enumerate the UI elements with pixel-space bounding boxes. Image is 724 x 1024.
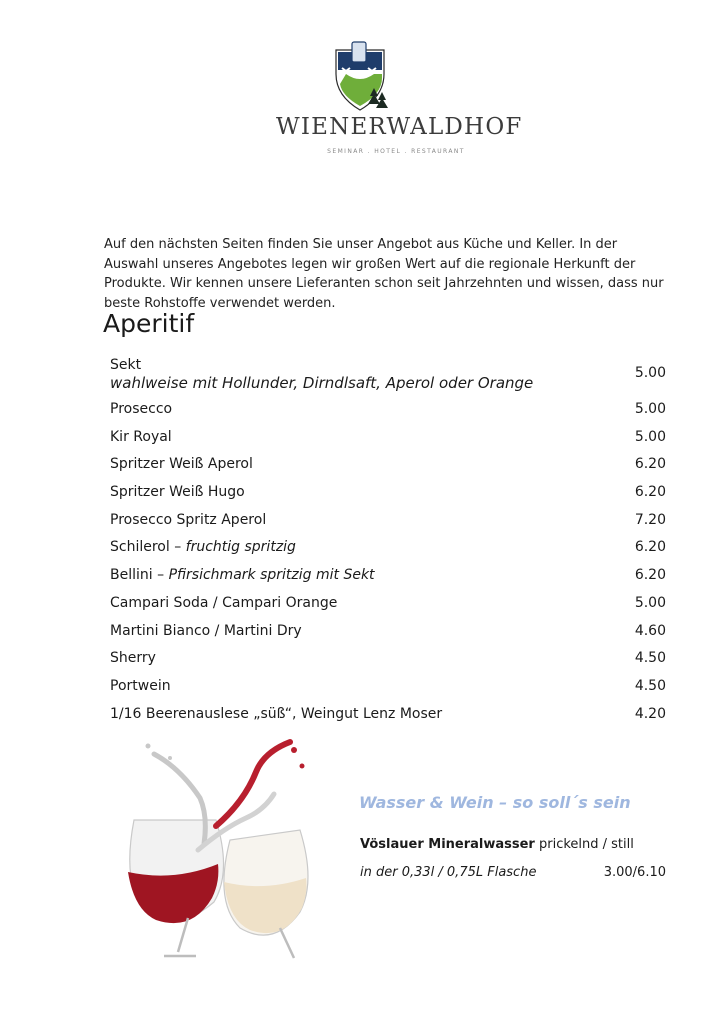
item-name: Spritzer Weiß Aperol <box>110 456 253 473</box>
item-name: Prosecco <box>110 401 173 417</box>
menu-item <box>110 354 666 396</box>
menu-item <box>110 424 666 452</box>
menu-item <box>110 507 666 535</box>
item-name: Campari Soda / Campari Orange <box>110 594 338 611</box>
aperitif-menu <box>110 354 666 728</box>
logo <box>0 38 724 114</box>
item-price: 5.00 <box>634 401 666 417</box>
menu-item <box>110 479 666 507</box>
item-name: Prosecco Spritz Aperol <box>110 511 267 528</box>
item-price: 6.20 <box>634 456 666 473</box>
brand-tagline: SEMINAR . HOTEL . RESTAURANT <box>327 148 465 155</box>
item-price: 6.20 <box>634 567 666 584</box>
water-section-title: Wasser & Wein – so soll´s sein <box>359 793 631 812</box>
water-price: 3.00/6.10 <box>603 865 666 880</box>
water-item <box>360 837 634 852</box>
section-title: Aperitif <box>103 309 195 338</box>
menu-item <box>110 396 666 424</box>
crest-icon <box>330 38 394 114</box>
water-variant: prickelnd / still <box>534 837 634 852</box>
item-name: Schilerol – <box>110 539 186 556</box>
menu-item <box>110 645 666 673</box>
brand-name: WIENERWALDHOF <box>276 114 523 140</box>
item-subtitle: wahlweise mit Hollunder, Dirndlsaft, Aperol oder Orange <box>110 374 534 392</box>
item-price: 4.20 <box>634 705 666 722</box>
item-name: Kir Royal <box>110 428 172 445</box>
menu-item <box>110 562 666 590</box>
item-price: 4.50 <box>634 650 666 667</box>
item-price: 5.00 <box>634 365 666 381</box>
item-price: 4.60 <box>634 622 666 639</box>
menu-item <box>110 673 666 701</box>
water-size: in der 0,33l / 0,75L Flasche <box>360 865 537 880</box>
item-name: Sherry <box>110 650 156 667</box>
item-price: 7.20 <box>634 511 666 528</box>
intro-text: Auf den nächsten Seiten finden Sie unser Angebot aus Küche und Keller. In der Auswahl unseres Angebotes legen wir großen Wert auf die regionale Herkunft der Produkte. Wir kennen unsere Lieferanten schon seit Jahrzehnten und wissen, dass nur beste Rohstoffe verwendet werden. <box>104 237 664 311</box>
item-name: Sekt <box>110 357 142 373</box>
menu-item <box>110 534 666 562</box>
item-name: 1/16 Beerenauslese „süß“, Weingut Lenz Moser <box>110 705 443 722</box>
item-price: 5.00 <box>634 594 666 611</box>
item-price: 6.20 <box>634 484 666 501</box>
item-description: Pfirsichmark spritzig mit Sekt <box>168 567 375 584</box>
item-name: Spritzer Weiß Hugo <box>110 484 245 501</box>
item-price: 5.00 <box>634 428 666 445</box>
menu-item <box>110 590 666 618</box>
item-name: Bellini – <box>110 567 169 584</box>
wine-glasses-image <box>104 732 324 960</box>
item-price: 6.20 <box>634 539 666 556</box>
water-brand: Vöslauer Mineralwasser <box>360 837 535 852</box>
item-name: Martini Bianco / Martini Dry <box>110 622 302 639</box>
item-description: fruchtig spritzig <box>185 539 296 556</box>
item-price: 4.50 <box>634 677 666 694</box>
menu-item <box>110 701 666 729</box>
menu-item <box>110 618 666 646</box>
menu-item <box>110 451 666 479</box>
item-name: Portwein <box>110 677 171 694</box>
